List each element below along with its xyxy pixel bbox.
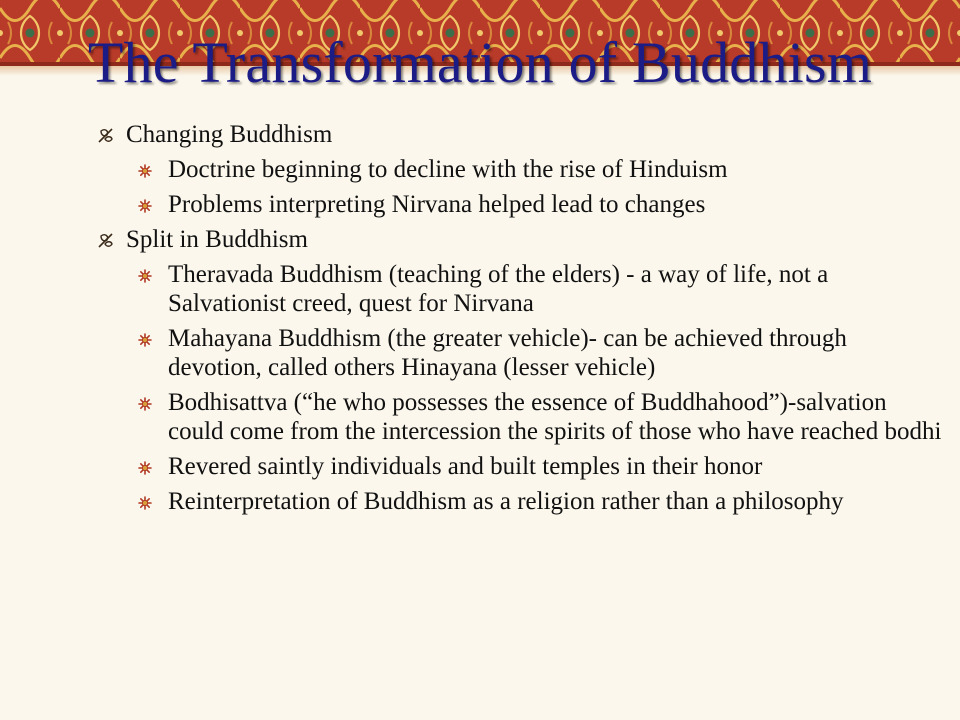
list-item	[0, 155, 960, 184]
section-heading-label: Split in Buddhism	[126, 226, 308, 253]
list-item	[0, 260, 960, 318]
section-heading-label: Changing Buddhism	[126, 121, 333, 148]
list-item-text: Doctrine beginning to decline with the rise of Hinduism	[168, 156, 728, 183]
list-item	[0, 324, 960, 382]
list-item	[0, 190, 960, 219]
flower-bullet-icon	[138, 333, 152, 347]
flower-bullet-icon	[138, 496, 152, 510]
list-item-text: Problems interpreting Nirvana helped lead to changes	[168, 191, 706, 218]
list-item-text: Reinterpretation of Buddhism as a religion rather than a philosophy	[168, 488, 844, 515]
flower-bullet-icon	[138, 461, 152, 475]
list-item-text: Bodhisattva (“he who possesses the essence of Buddhahood”)-salvation could come from the intercession the spirits of those who have reached bodhi	[168, 389, 942, 445]
slide-title: The Transformation of Buddhism	[87, 30, 873, 95]
list-item	[0, 388, 960, 446]
list-item	[0, 452, 960, 481]
flower-bullet-icon	[138, 199, 152, 213]
list-item-text: Revered saintly individuals and built temples in their honor	[168, 453, 763, 480]
section-heading	[0, 120, 960, 150]
flower-bullet-icon	[138, 397, 152, 411]
sprout-bullet-icon	[96, 230, 116, 250]
list-item-text: Mahayana Buddhism (the greater vehicle)- can be achieved through devotion, called others Hinayana (lesser vehicle)	[168, 325, 847, 381]
section-heading	[0, 225, 960, 255]
list-item	[0, 487, 960, 516]
list-item-text: Theravada Buddhism (teaching of the elders) - a way of life, not a Salvationist creed, quest for Nirvana	[168, 261, 829, 317]
slide-content	[0, 120, 960, 522]
flower-bullet-icon	[138, 164, 152, 178]
flower-bullet-icon	[138, 269, 152, 283]
sprout-bullet-icon	[96, 125, 116, 145]
